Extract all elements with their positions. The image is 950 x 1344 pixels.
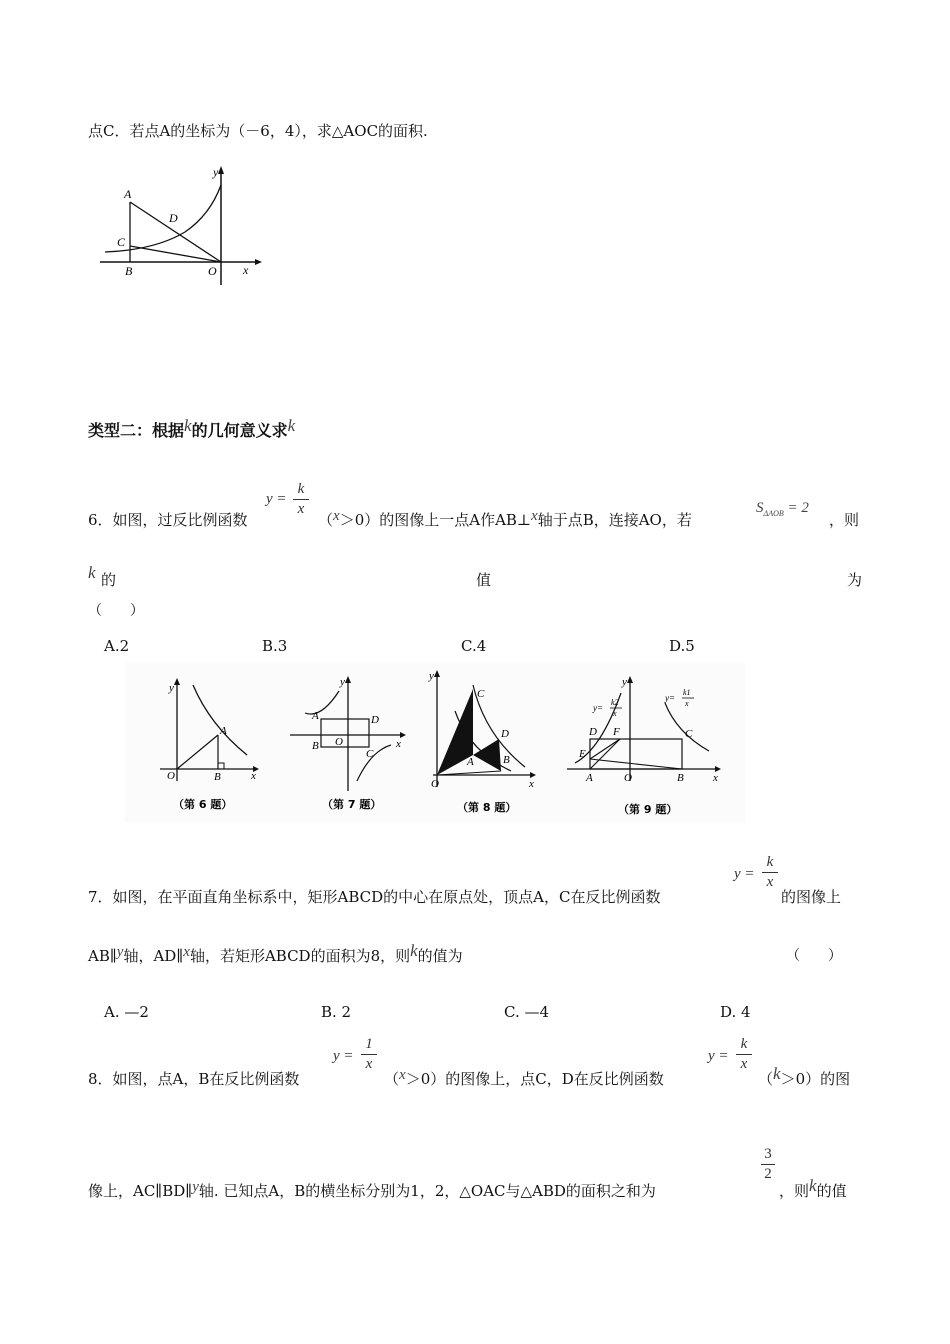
caption-6: （第 6 题） <box>173 798 233 811</box>
svg-text:A: A <box>586 772 593 784</box>
q7-option-b: B. 2 <box>321 1003 352 1021</box>
q8-f1-lhs: y = <box>333 1048 354 1064</box>
q6-line2-k: k <box>88 563 96 582</box>
svg-text:k2: k2 <box>611 698 619 707</box>
figure-q5 <box>95 160 265 290</box>
q8-fraction-3: 3 2 <box>761 1146 775 1183</box>
q8-prefix: 8．如图，点A，B在反比例函数 <box>88 1070 300 1088</box>
q6-mid: （x＞0）的图像上一点A作AB⊥x轴于点B，连接AO，若 <box>318 508 692 529</box>
svg-text:y: y <box>340 676 345 688</box>
q5-text: 点C．若点A的坐标为（－6，4），求△AOC的面积. <box>88 122 428 140</box>
q6-option-b: B.3 <box>262 637 288 655</box>
fig5-co <box>130 246 221 262</box>
svg-text:E: E <box>579 748 586 760</box>
svg-text:y=: y= <box>665 693 676 703</box>
svg-text:x: x <box>529 778 534 790</box>
fig5-label-o: O <box>208 264 217 278</box>
q6-fraction <box>293 481 309 518</box>
q8-line2: 像上，AC∥BD∥y轴. 已知点A，B的横坐标分别为1，2，△OAC与△ABD的面积之和为 <box>88 1179 656 1200</box>
caption-8: （第 8 题） <box>457 801 517 814</box>
q7-fraction: k x <box>762 854 778 891</box>
q6-frac-lhs: y = <box>266 491 287 507</box>
q7-paren: （ ） <box>786 948 842 964</box>
q6-line2-wei: 为 <box>847 571 863 589</box>
svg-text:C: C <box>685 728 693 740</box>
svg-text:D: D <box>589 726 597 738</box>
svg-text:D: D <box>501 728 509 740</box>
figures-6-9 <box>125 663 745 823</box>
section-k2: k <box>287 416 296 435</box>
svg-text:x: x <box>396 738 401 750</box>
svg-text:A: A <box>467 756 474 768</box>
q8-fraction-1: 1 x <box>361 1036 377 1073</box>
fig5-label-c: C <box>117 235 126 249</box>
svg-text:k1: k1 <box>683 688 691 697</box>
q7-option-c: C. —4 <box>504 1003 550 1021</box>
svg-text:C: C <box>366 748 374 760</box>
q6-option-d: D.5 <box>669 637 695 655</box>
fig5-label-b: B <box>125 264 133 278</box>
svg-text:O: O <box>624 772 632 784</box>
q6-area: $S_{\Delta AOB} = 2$ <box>756 500 809 518</box>
fig5-label-d: D <box>169 211 178 225</box>
q6-prefix: 6．如图，过反比例函数 <box>88 511 248 529</box>
q7-line1-end: 的图像上 <box>781 888 842 906</box>
svg-text:x: x <box>685 699 689 708</box>
q6-option-c: C.4 <box>461 637 487 655</box>
svg-text:x: x <box>713 772 718 784</box>
q6-line2-de: 的 <box>101 571 117 589</box>
q6-line2-zhi: 值 <box>476 571 492 589</box>
svg-text:B: B <box>214 771 221 783</box>
svg-text:O: O <box>431 778 439 790</box>
q8-fraction-2: k x <box>736 1036 752 1073</box>
fig5-label-x: x <box>243 263 249 277</box>
svg-text:x: x <box>251 770 256 782</box>
q8-mid2: （k＞0）的图 <box>758 1064 851 1088</box>
q6-option-a: A.2 <box>104 637 130 655</box>
svg-text:A: A <box>220 725 227 737</box>
q7-frac-lhs: y = <box>734 866 755 882</box>
fig5-x-arrow <box>255 259 262 265</box>
q6-end: ，则 <box>829 511 860 529</box>
section-heading <box>88 418 295 441</box>
q6-frac-num: k <box>297 481 305 497</box>
svg-text:O: O <box>167 770 175 782</box>
q8-f2-lhs: y = <box>708 1048 729 1064</box>
svg-text:B: B <box>503 754 510 766</box>
fig5-label-a: A <box>124 187 132 201</box>
svg-text:F: F <box>613 726 620 738</box>
q6-frac-den: x <box>297 501 305 517</box>
svg-text:y: y <box>622 676 627 688</box>
svg-text:A: A <box>312 710 319 722</box>
svg-text:D: D <box>371 714 379 726</box>
svg-text:O: O <box>335 736 343 748</box>
fig5-label-y: y <box>213 165 219 179</box>
q8-mid: （x＞0）的图像上，点C，D在反比例函数 <box>384 1067 664 1088</box>
svg-text:y: y <box>169 682 174 694</box>
svg-text:B: B <box>312 740 319 752</box>
q7-line2: AB∥y轴，AD∥x轴，若矩形ABCD的面积为8，则k的值为 <box>88 941 463 965</box>
fig5-y-arrow <box>218 166 224 174</box>
section-part2: 的几何意义求 <box>191 421 288 440</box>
q7-line1: 7．如图，在平面直角坐标系中，矩形ABCD的中心在原点处，顶点A，C在反比例函数 <box>88 888 661 906</box>
caption-7: （第 7 题） <box>322 798 382 811</box>
svg-text:y=: y= <box>593 703 604 713</box>
q8-line2-end: ，则k的值 <box>779 1176 847 1200</box>
svg-text:B: B <box>677 772 684 784</box>
caption-9: （第 9 题） <box>618 803 678 816</box>
q7-option-d: D. 4 <box>720 1003 751 1021</box>
q6-paren: （ ） <box>88 603 144 619</box>
q7-option-a: A. —2 <box>104 1003 149 1021</box>
section-part1: 类型二：根据 <box>88 421 185 440</box>
svg-text:y: y <box>429 670 434 682</box>
svg-text:x: x <box>613 709 617 718</box>
section-k1: k <box>184 416 192 435</box>
svg-text:C: C <box>477 688 485 700</box>
